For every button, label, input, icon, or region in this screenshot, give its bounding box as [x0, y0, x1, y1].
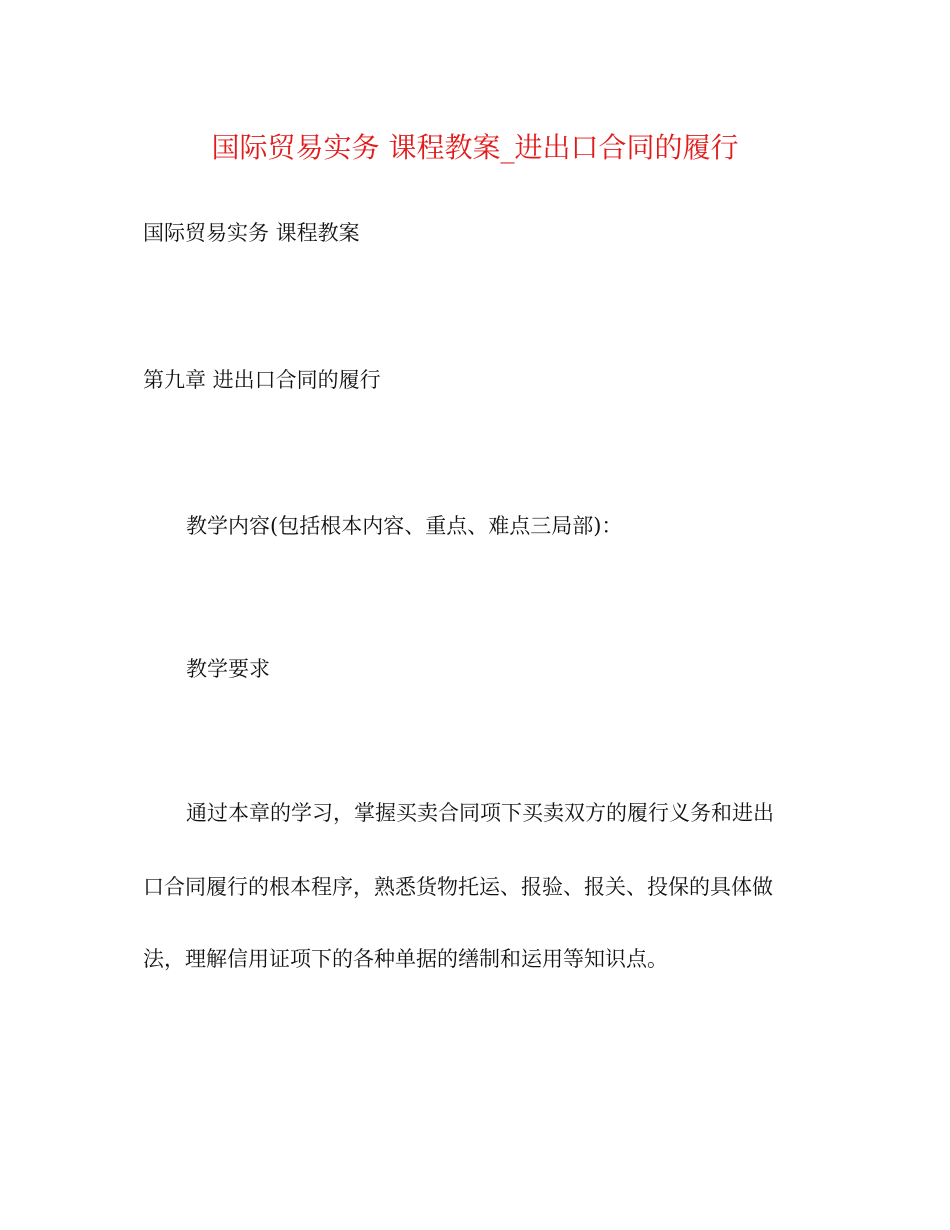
paragraph-line: 通过本章的学习，掌握买卖合同项下买卖双方的履行义务和进出 — [186, 801, 774, 825]
paragraph-line: 法，理解信用证项下的各种单据的缮制和运用等知识点。 — [143, 947, 668, 971]
course-subtitle: 国际贸易实务 课程教案 — [143, 221, 360, 245]
paragraph-line: 口合同履行的根本程序，熟悉货物托运、报验、报关、投保的具体做 — [143, 875, 773, 899]
chapter-heading: 第九章 进出口合同的履行 — [143, 368, 381, 392]
document-title: 国际贸易实务 课程教案_进出口合同的履行 — [211, 131, 739, 164]
teaching-requirements-heading: 教学要求 — [186, 657, 270, 681]
teaching-content-heading: 教学内容(包括根本内容、重点、难点三局部)： — [186, 514, 623, 538]
